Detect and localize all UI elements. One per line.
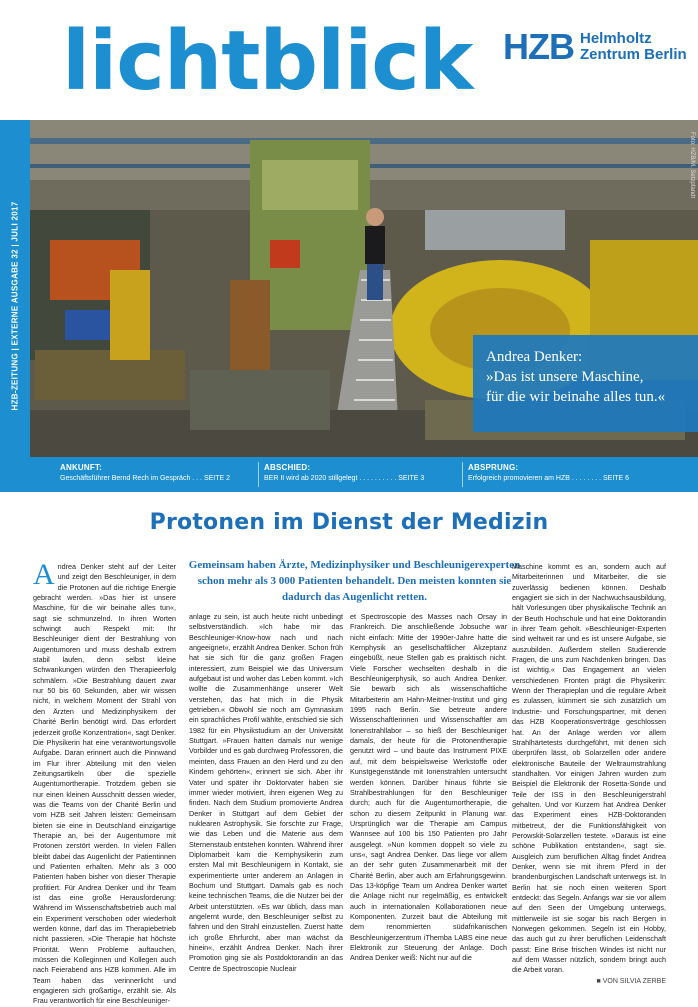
- teaser-jump[interactable]: [468, 462, 629, 485]
- teaser-bar: [0, 457, 698, 492]
- teaser-text: Erfolgreich promovieren am HZB . . . . . . . . SEITE 6: [468, 475, 630, 482]
- teaser-label: ABSCHIED:: [264, 463, 311, 472]
- teaser-label: ANKUNFT:: [60, 463, 103, 472]
- column-2-text: anlage zu sein, ist auch heute nicht unbedingt selbstverständlich. »Ich habe mir das Beschleuniger-Know-how nach und nach angeeignet«, erzählt Andrea Denker. Schon früh hat sie sich für die ganz großen Fragen interessiert, zum Beispiel wie das Universum aufgebaut ist und woher das Leben kommt. »Ich wollte die Zusammenhänge unserer Welt verstehen, das hat mich in die Physik getrieben.« Obwohl sie noch am Gymnasium ein sprachliches Profil wählte, entschied sie sich 1982 für ein Physikstudium an der Universität Stuttgart. »Frauen hatten damals nur wenige Vorbilder und es gab durchweg Professoren, die meinten, dass Frauen an den Herd und zu den Kindern gehörten«, erinnert sie sich. Aber ihr Vater und später ihr Doktorvater haben sie immer wieder motiviert, ihren eigenen Weg zu finden. Nach dem Studium promovierte Andrea Denker in Stuttgart auf dem Gebiet der nuklearen Astrophysik. Sie forschte zur Frage, wie das Leben und die Materie aus dem Sternenstaub entstehen konnten. Während ihrer Diplomarbeit kam die Kernphysikerin zum ersten Mal mit Beschleunigern in Kontakt, sie experimentierte unter anderem an Anlagen in Bochum und Stuttgart. Damals gab es noch keine technischen Teams, die die Nutzer bei der Arbeit unterstützten. »Es war üblich, dass man angelernt wurde, den Beschleuniger selbst zu fahren und den Strahl einzustellen. Zuerst hatte ich große Ehrfurcht, aber man wächst da hinein«, erzählt Andrea Denker. Nach ihrer Promotion ging sie als Postdoktorandin an das Centre de Spectroscopie Nucleair: [189, 612, 343, 973]
- cover-photo: [30, 120, 698, 457]
- teaser-text: BER II wird ab 2020 stillgelegt . . . . . . . . . . SEITE 3: [264, 475, 425, 482]
- teaser-farewell[interactable]: [264, 462, 424, 485]
- logo-line-1: Helmholtz: [580, 30, 652, 47]
- column-4-text: Maschine kommt es an, sondern auch auf Mitarbeiterinnen und Mitarbeiter, die sie zuverlässig bedienen können. Deshalb engagiert sie sich in der Nachwuchsausbildung, hält Vorlesungen über physikalische Technik an der Beuth Hochschule und hat eine Doktorandin in ihrer Team geholt. »Beschleuniger-Experten sind weltweit rar und es ist unsere Aufgabe, sie auszubilden. Außerdem stellen Studierende Fragen, die uns zum Nachdenken bringen. Das ist wichtig.« Das Engagement an vielen verschiedenen Fronten prägt die Physikerin: Wenn der Therapieplan und die reguläre Arbeit es zulassen, kümmert sie sich zusätzlich um Industrie- und Forschungspartner, mit denen das HZB Kooperationsverträge geschlossen hat. An der Anlage werden vor allem Strahlhärtetests durchgeführt, mit denen sich überprüfen lässt, ob Solarzellen oder andere elektronische Bauteile der Weltraumstrahlung standhalten. Vor einigen Jahren wurden zum Beispiel die Elektronik der Rosetta-Sonde und Teile der ISS in den Beschleunigerstrahl gehalten. Und vor Kurzem hat Andrea Denker das Experiment eines HZB-Doktoranden mitbetreut, der die Funktionsfähigkeit von Perowskit-Solarzellen testete. »Daraus ist eine schöne Publikation entstanden«, sagt sie. Ausgleich zum beruflichen Alltag findet Andrea Denker, wenn sie mit ihrem Pferd in der brandenburgischen Landschaft unterwegs ist. In Berlin hat sie noch einen weiteren Sport entdeckt: das Segeln. Anfangs war sie vor allem auf den Seen der Umgebung unterwegs, mittlerweile ist sie sogar bis nach Bergen in Norwegen gekommen. Segeln ist ein Hobby, das auch gut zu ihrer beruflichen Leidenschaft passt: Eine Brise frischen Windes ist nicht nur auf dem Wasser nützlich, sondern bringt auch die Arbeit voran.: [512, 562, 666, 975]
- logo-line-2: Zentrum Berlin: [580, 46, 687, 63]
- caption-quote-2: für die wir beinahe alles tun.«: [486, 389, 666, 405]
- teaser-label: ABSPRUNG:: [468, 463, 519, 472]
- column-1-text: ndrea Denker steht auf der Leiter und zeigt den Beschleuniger, in dem die Protonen auf die richtige Energie gebracht werden. »Das hier ist unsere Maschine, für die wir beinahe alles tun«, sagt sie schmunzelnd. In ihren Worten schwingt auch Respekt mit: Ihr Beschleuniger dient der Bestrahlung von Augentumoren und muss deshalb extrem stabil laufen, denn selbst kleine Schwankungen würden den Therapieerfolg schmälern. »Die Bestrahlung dauert zwar nur 50 bis 60 Sekunden, aber wir wissen nicht, in welchem Moment der Strahl von den Ärzten und Medizinphysikern der Charité Berlin benötigt wird. Das erfordert jederzeit große Konzentration«, sagt Denker. Die Physikerin hat eine verantwortungsvolle Aufgabe. Daran erinnert auch die Pinnwand im Flur ihrer Abteilung mit den vielen Zeitungsartikeln über die spezielle Augentumortherapie. Trotzdem geben sie nur einen kleinen Ausschnitt dessen wieder, was die Teams von der Charité Berlin und vom HZB seit Jahren leisten: Gemeinsam bieten sie eine in Deutschland einzigartige Therapie an, bei der Augentumore mit Protonen zerstört werden. In vielen Fällen bleibt dabei das Augenlicht der Patientinnen und Patienten erhalten. Mehr als 3 000 Patienten haben bisher von dieser Therapie profitiert. Für Andrea Denker und ihr Team ist das eine große Herausforderung: Während im Wissenschaftsbetrieb auch mal ein Experiment verschoben oder wiederholt werden könne, darf das im Therapiebetrieb nicht passieren. »Die Therapie hat höchste Priorität. Wenn Probleme auftauchen, müssen die Kolleginnen und Kollegen auch nach Feierabend ans HZB kommen. Alle im Team haben das verinnerlicht und engagieren sich großartig«, erzählt sie. Als Frau verantwortlich für eine Beschleuniger-: [33, 562, 176, 1006]
- author-byline: ■ VON SILVIA ZERBE: [596, 977, 666, 985]
- drop-cap: A: [33, 558, 55, 591]
- caption-name: Andrea Denker:: [486, 349, 583, 365]
- photo-credit: Foto: HZB/M. Setzpfandt: [689, 132, 695, 199]
- teaser-arrival[interactable]: [60, 462, 230, 485]
- article-lead: Gemeinsam haben Ärzte, Medizinphysiker und Beschleunigerexperten schon mehr als 3 000 Patienten behandelt. Den meisten konnten sie dadurch das Augenlicht retten.: [188, 559, 521, 603]
- article-column-2: [189, 612, 343, 974]
- teaser-divider: [462, 462, 463, 487]
- masthead: [0, 0, 698, 120]
- photo-caption: [473, 335, 698, 432]
- publication-title: lichtblick: [62, 14, 473, 109]
- teaser-divider: [258, 462, 259, 487]
- hzb-logo-text: [580, 31, 687, 63]
- issue-sidebar: [0, 120, 30, 492]
- caption-quote-1: »Das ist unsere Maschine,: [486, 369, 644, 385]
- article-column-3: [350, 612, 507, 964]
- issue-info: HZB-ZEITUNG | EXTERNE AUSGABE 32 | JULI 2017: [10, 201, 20, 411]
- column-3-text: et Spectroscopie des Masses nach Orsay in Frankreich. Die anschließende Jobsuche war nicht einfach: Mitte der 1990er-Jahre hatte die Kernphysik an gesellschaftlicher Akzeptanz eingebüßt, neue Stellen gab es praktisch nicht. Viele Forscher wechselten deshalb in die Beschleunigerphysik, so auch Andrea Denker. Sie bewarb sich als wissenschaftliche Mitarbeiterin am Hahn-Meitner-Institut und ging 1995 nach Berlin. Sie betreute andere Wissenschaftlerinnen und Wissenschaftler am Ionenstrahllabor – so hieß der Beschleuniger damals, der heute für die Protonentherapie genutzt wird – und baute das Instrument PIXE auf, mit dem beispielsweise Werkstoffe oder Kunstgegenstände mit Ionenstrahlen untersucht werden können. Darüber hinaus führte sie Strahlbestrahlungen für den Beschleuniger durch; auch für die Augentumortherapie, die schon zu diesem Zeitpunkt in Planung war. Ursprünglich war die Therapie am Campus Wannsee auf 100 bis 150 Patienten pro Jahr ausgelegt. »Nun kommen doppelt so viele zu uns«, sagt Andrea Denker. Das liege vor allem an der sehr guten Zusammenarbeit mit der Charité Berlin, aber auch am Erfahrungsgewinn. Das 13-köpfige Team um Andrea Denker wartet die Anlage nicht nur regelmäßig, es entwickelt auch in internationalen Kollaborationen neue Komponenten. Zurzeit baut die Abteilung mit dem renommierten südafrikanischen Beschleunigerzentrum iThemba LABS eine neue Elektronik zur Steuerung der Anlage. Doch Andrea Denker weiß: Nicht nur auf die: [350, 612, 507, 963]
- article-column-1: [33, 558, 176, 1007]
- article-column-4: [512, 562, 666, 987]
- teaser-text: Geschäftsführer Bernd Rech im Gespräch . . . SEITE 2: [60, 475, 231, 482]
- hzb-logo-mark: HZB: [503, 26, 574, 67]
- article-headline: Protonen im Dienst der Medizin: [149, 510, 549, 535]
- hzb-logo[interactable]: [503, 26, 687, 68]
